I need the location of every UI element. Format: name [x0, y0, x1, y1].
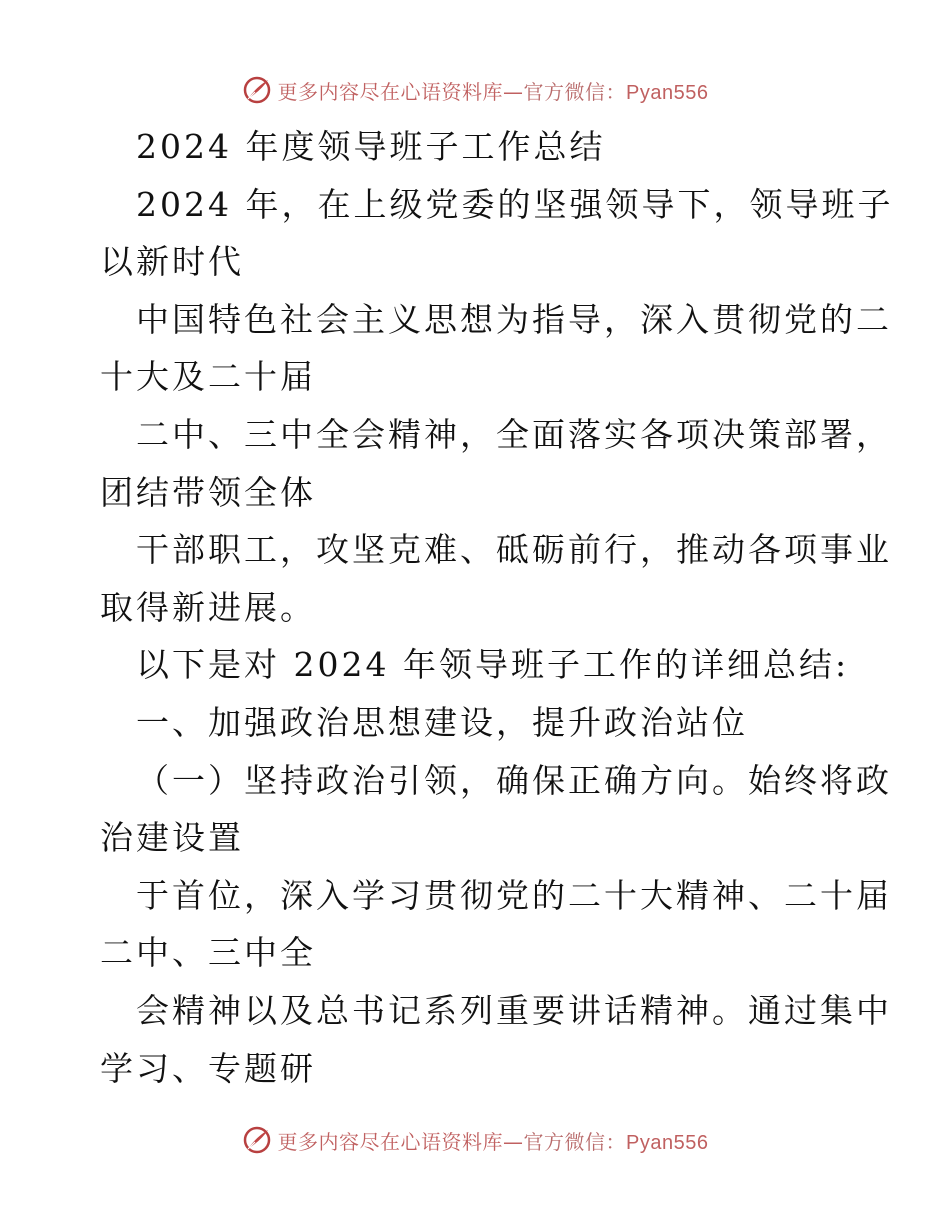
watermark-site-text: 更多内容尽在心语资料库 — [277, 79, 504, 104]
doc-line: 2024 年，在上级党委的坚强领导下，领导班子 — [136, 184, 894, 224]
doc-line: 中国特色社会主义思想为指导，深入贯彻党的二 — [136, 299, 892, 339]
doc-line: 团结带领全体 — [100, 472, 316, 512]
doc-line: 二中、三中全 — [100, 933, 316, 973]
doc-line: 二中、三中全会精神，全面落实各项决策部署， — [136, 414, 892, 454]
watermark-text — [278, 1126, 709, 1155]
doc-line: 干部职工，攻坚克难、砥砺前行，推动各项事业 — [136, 530, 892, 570]
doc-line: 于首位，深入学习贯彻党的二十大精神、二十届 — [136, 875, 892, 915]
subsection-line: （一）坚持政治引领，确保正确方向。始终将政 — [136, 760, 892, 800]
section-heading: 一、加强政治思想建设，提升政治站位 — [136, 702, 748, 742]
watermark-dash: — — [503, 79, 524, 104]
watermark-wechat-id: Pyan556 — [626, 1131, 709, 1154]
watermark-wechat-id: Pyan556 — [626, 81, 709, 104]
watermark-dash: — — [503, 1129, 524, 1154]
feather-pen-circle-icon — [242, 1125, 272, 1155]
watermark-site-text: 更多内容尽在心语资料库 — [277, 1129, 504, 1154]
doc-line: 以新时代 — [100, 242, 244, 282]
doc-title: 2024 年度领导班子工作总结 — [136, 127, 606, 166]
doc-line: 会精神以及总书记系列重要讲话精神。通过集中 — [136, 990, 892, 1030]
header-watermark — [0, 70, 950, 110]
doc-line: 十大及二十届 — [100, 357, 316, 397]
doc-line: 学习、专题研 — [100, 1048, 316, 1088]
feather-pen-circle-icon — [242, 75, 272, 105]
watermark-wechat-label: 官方微信： — [523, 79, 627, 104]
doc-line: 以下是对 2024 年领导班子工作的详细总结: — [136, 645, 850, 685]
doc-line: 治建设置 — [100, 818, 244, 858]
watermark-text — [278, 76, 709, 105]
watermark-wechat-label: 官方微信： — [523, 1129, 627, 1154]
document-body — [100, 118, 894, 1097]
footer-watermark — [0, 1120, 950, 1160]
doc-line: 取得新进展。 — [100, 587, 316, 627]
